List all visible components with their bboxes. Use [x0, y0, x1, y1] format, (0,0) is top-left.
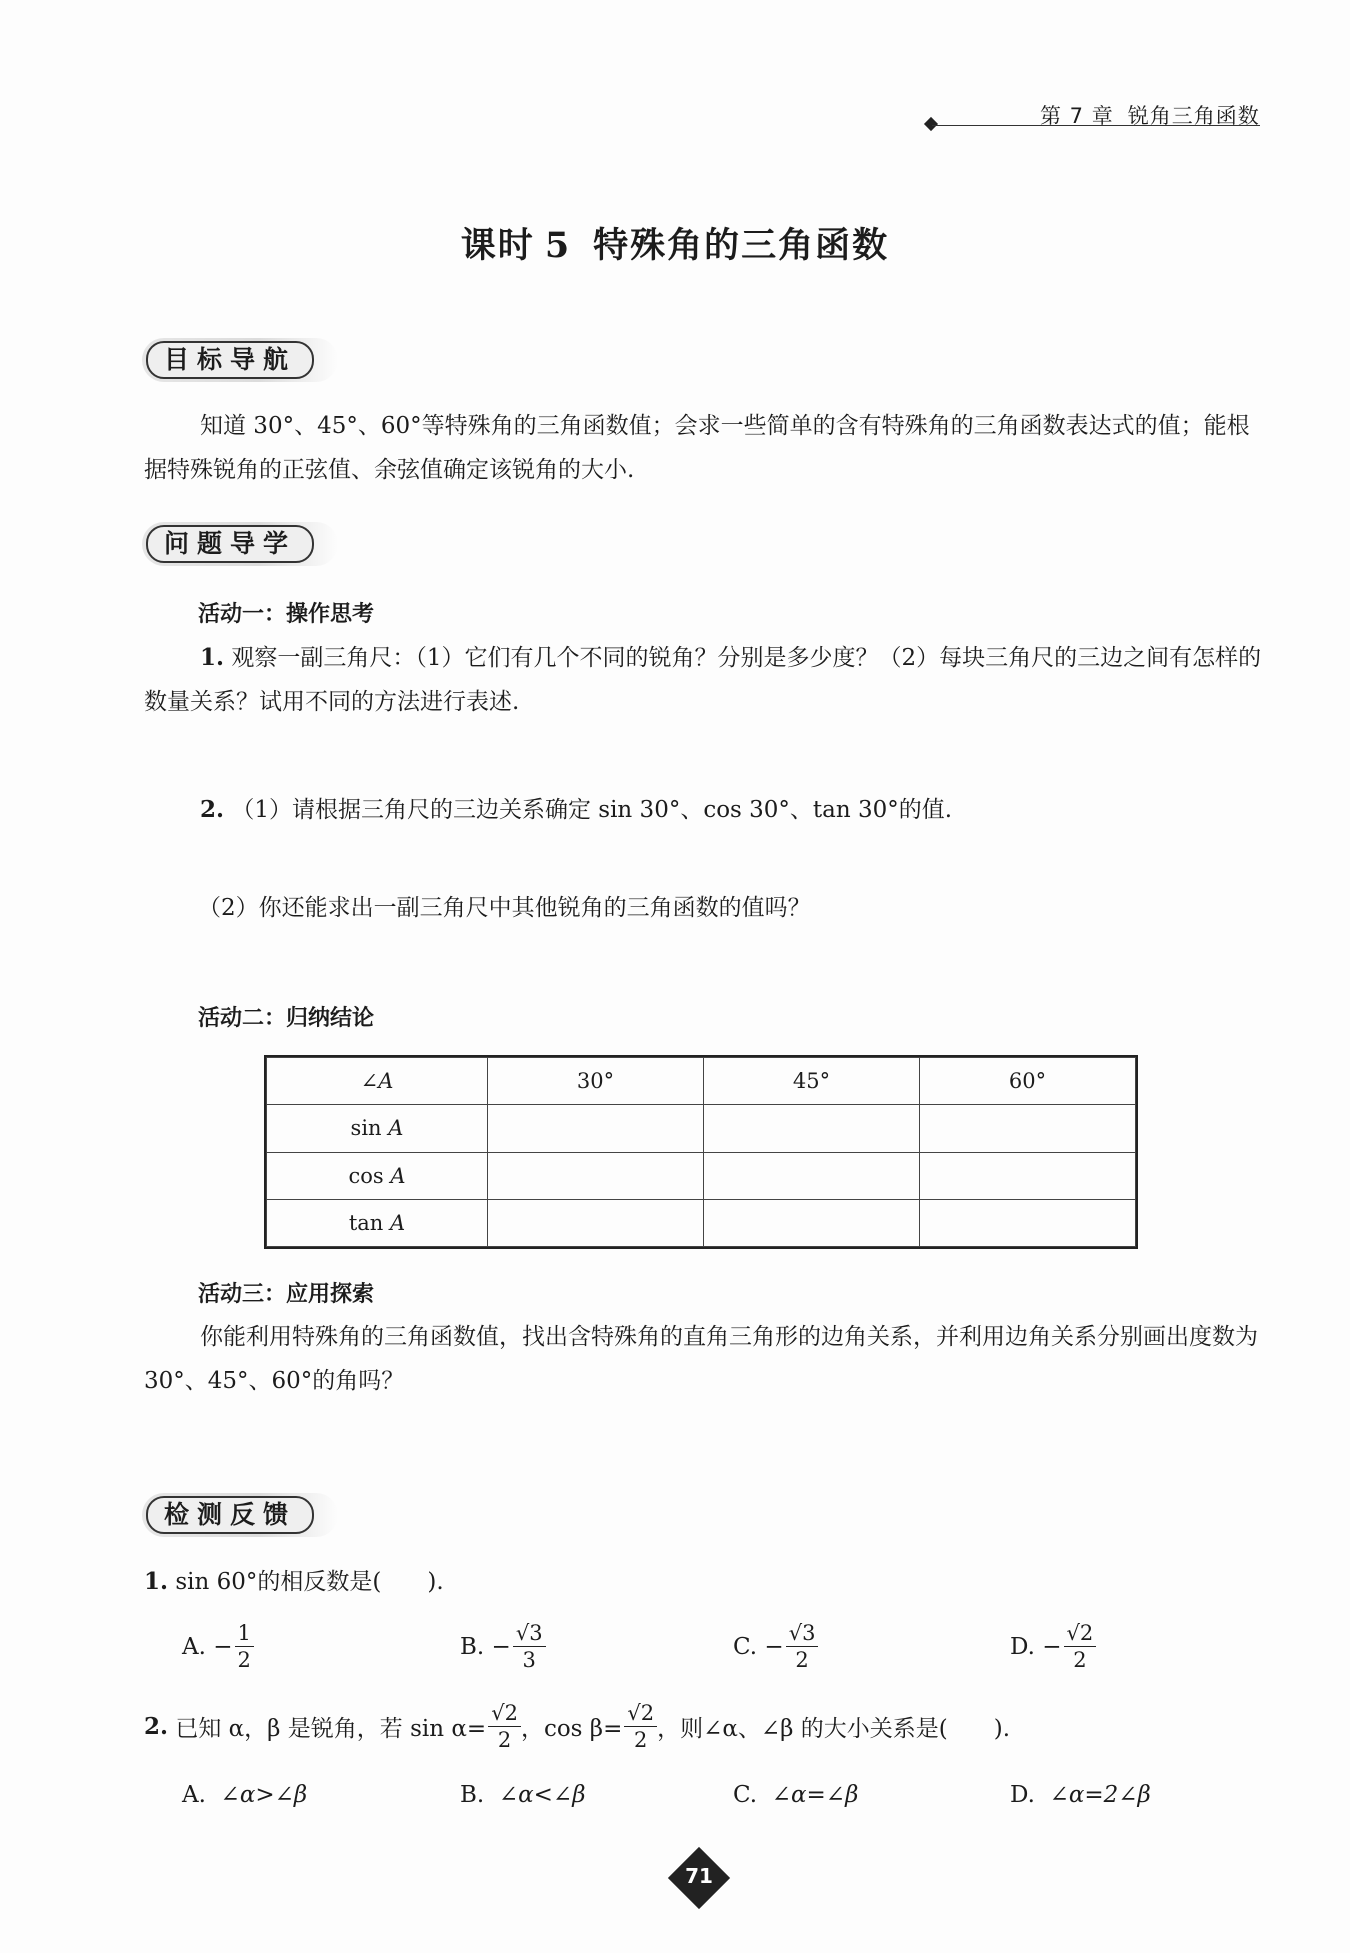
problem-2-text-post: ，则∠α、∠β 的大小关系是( ).	[657, 1716, 1011, 1742]
table-col-header: 45°	[704, 1058, 920, 1105]
table-row-header	[267, 1105, 488, 1152]
activity-1-heading: 活动一：操作思考	[198, 602, 375, 627]
option-text: ∠α=∠β	[771, 1782, 859, 1808]
problem-1-option-d[interactable]	[1010, 1620, 1096, 1673]
fraction-denominator: 2	[795, 1648, 809, 1672]
activity-3-text: 你能利用特殊角的三角函数值，找出含特殊角的直角三角形的边角关系，并利用边角关系分别画出度数为 30°、45°、60°的角吗？	[144, 1324, 1258, 1394]
problem-2-text-mid: ，cos β=	[520, 1716, 623, 1742]
option-fraction	[513, 1620, 546, 1673]
section-tag-label: 检测反馈	[146, 1496, 314, 1534]
fraction-numerator: √2	[488, 1700, 521, 1727]
table-cell[interactable]	[488, 1152, 704, 1199]
section-tag-label: 目标导航	[146, 341, 314, 379]
problem-2-option-d[interactable]	[1010, 1782, 1151, 1808]
question-1-number: 1.	[200, 644, 225, 671]
option-letter: D.	[1010, 1633, 1035, 1660]
option-text: ∠α>∠β	[220, 1782, 308, 1808]
header-diamond-icon	[924, 117, 938, 131]
title-number: 5	[544, 225, 572, 266]
fraction-numerator: √3	[786, 1620, 819, 1647]
problem-1-text: sin 60°的相反数是( ).	[175, 1569, 444, 1595]
page-title	[0, 218, 1350, 268]
title-name: 特殊角的三角函数	[593, 225, 890, 266]
table-col-header: 30°	[488, 1058, 704, 1105]
fn-label: sin	[350, 1116, 382, 1141]
goals-text: 知道 30°、45°、60°等特殊角的三角函数值；会求一些简单的含有特殊角的三角函数表达式的值；能根据特殊锐角的正弦值、余弦值确定该锐角的大小.	[144, 413, 1250, 483]
fraction-denominator: 3	[522, 1648, 536, 1672]
option-text: ∠α=2∠β	[1049, 1782, 1151, 1808]
problem-2-option-b[interactable]	[460, 1782, 586, 1808]
var-label: A	[388, 1116, 404, 1141]
fraction-numerator: √2	[624, 1700, 657, 1727]
question-1-text: 观察一副三角尺：（1）它们有几个不同的锐角？分别是多少度？（2）每块三角尺的三边之间有怎样的数量关系？试用不同的方法进行表述.	[144, 645, 1262, 715]
activity-3-heading: 活动三：应用探索	[198, 1282, 375, 1307]
page-number: 71	[685, 1864, 713, 1888]
table-row	[267, 1199, 1136, 1246]
option-letter: A.	[182, 1633, 206, 1660]
chapter-topic: 锐角三角函数	[1127, 104, 1260, 128]
section-tag-label: 问题导学	[146, 525, 314, 563]
fraction-denominator: 2	[634, 1728, 648, 1752]
chapter-label: 第 7 章	[1040, 104, 1114, 128]
problem-2-option-c[interactable]	[733, 1782, 858, 1808]
problem-1-option-b[interactable]	[460, 1620, 546, 1673]
problem-1-option-a[interactable]	[182, 1620, 254, 1673]
fraction-denominator: 2	[237, 1648, 251, 1672]
problem-2-text-pre: 已知 α，β 是锐角，若 sin α=	[175, 1716, 487, 1742]
option-sign: −	[213, 1633, 233, 1660]
option-letter: C.	[733, 1782, 758, 1808]
activity-2-heading: 活动二：归纳结论	[198, 1006, 375, 1031]
section-tag-questions	[142, 522, 338, 566]
fraction-denominator: 2	[497, 1728, 512, 1752]
option-fraction	[235, 1620, 254, 1673]
question-2-number: 2.	[200, 796, 225, 823]
question-1	[144, 636, 1262, 724]
option-letter: C.	[733, 1633, 758, 1660]
option-sign: −	[1042, 1633, 1062, 1660]
section-tag-feedback	[142, 1493, 338, 1537]
question-2a	[144, 788, 1262, 832]
fraction-denominator: 2	[1073, 1648, 1087, 1672]
option-letter: B.	[460, 1633, 485, 1660]
option-sign: −	[764, 1633, 784, 1660]
option-fraction	[786, 1620, 819, 1673]
problem-1-option-c[interactable]	[733, 1620, 818, 1673]
var-label: A	[390, 1163, 406, 1188]
table-cell[interactable]	[488, 1199, 704, 1246]
table-row-header	[267, 1152, 488, 1199]
table-cell[interactable]	[488, 1105, 704, 1152]
problem-2-fraction-1	[488, 1700, 521, 1753]
option-sign: −	[491, 1633, 511, 1660]
table-row-header	[267, 1199, 488, 1246]
table-row	[267, 1105, 1136, 1152]
option-letter: D.	[1010, 1782, 1035, 1808]
problem-2-fraction-2	[624, 1700, 657, 1753]
option-fraction	[1064, 1620, 1097, 1673]
problem-1-number: 1.	[144, 1568, 169, 1595]
question-2a-text: （1）请根据三角尺的三边关系确定 sin 30°、cos 30°、tan 30°的值.	[231, 797, 953, 823]
problem-2	[144, 1700, 1010, 1753]
problem-2-number: 2.	[144, 1713, 169, 1740]
table-header-row	[267, 1058, 1136, 1105]
table-cell[interactable]	[704, 1105, 920, 1152]
table-cell[interactable]	[920, 1152, 1136, 1199]
option-text: ∠α<∠β	[498, 1782, 586, 1808]
trig-values-table	[264, 1055, 1138, 1249]
table-cell[interactable]	[920, 1199, 1136, 1246]
fraction-numerator: 1	[235, 1620, 254, 1647]
table-corner-cell: ∠A	[267, 1058, 488, 1105]
fraction-numerator: √3	[513, 1620, 546, 1647]
option-letter: B.	[460, 1782, 485, 1808]
table-cell[interactable]	[920, 1105, 1136, 1152]
problem-2-option-a[interactable]	[182, 1782, 307, 1808]
section-tag-goals	[142, 338, 338, 382]
table-row	[267, 1152, 1136, 1199]
problem-1	[144, 1560, 1262, 1604]
fn-label: cos	[348, 1163, 384, 1188]
var-label: A	[390, 1210, 406, 1235]
option-letter: A.	[182, 1782, 206, 1808]
question-2b: （2）你还能求出一副三角尺中其他锐角的三角函数的值吗？	[198, 895, 811, 921]
fraction-numerator: √2	[1064, 1620, 1097, 1647]
table-col-header: 60°	[920, 1058, 1136, 1105]
table-cell[interactable]	[704, 1152, 920, 1199]
table-cell[interactable]	[704, 1199, 920, 1246]
running-header	[1040, 100, 1260, 130]
fn-label: tan	[348, 1210, 384, 1235]
title-lesson: 课时	[460, 225, 535, 266]
